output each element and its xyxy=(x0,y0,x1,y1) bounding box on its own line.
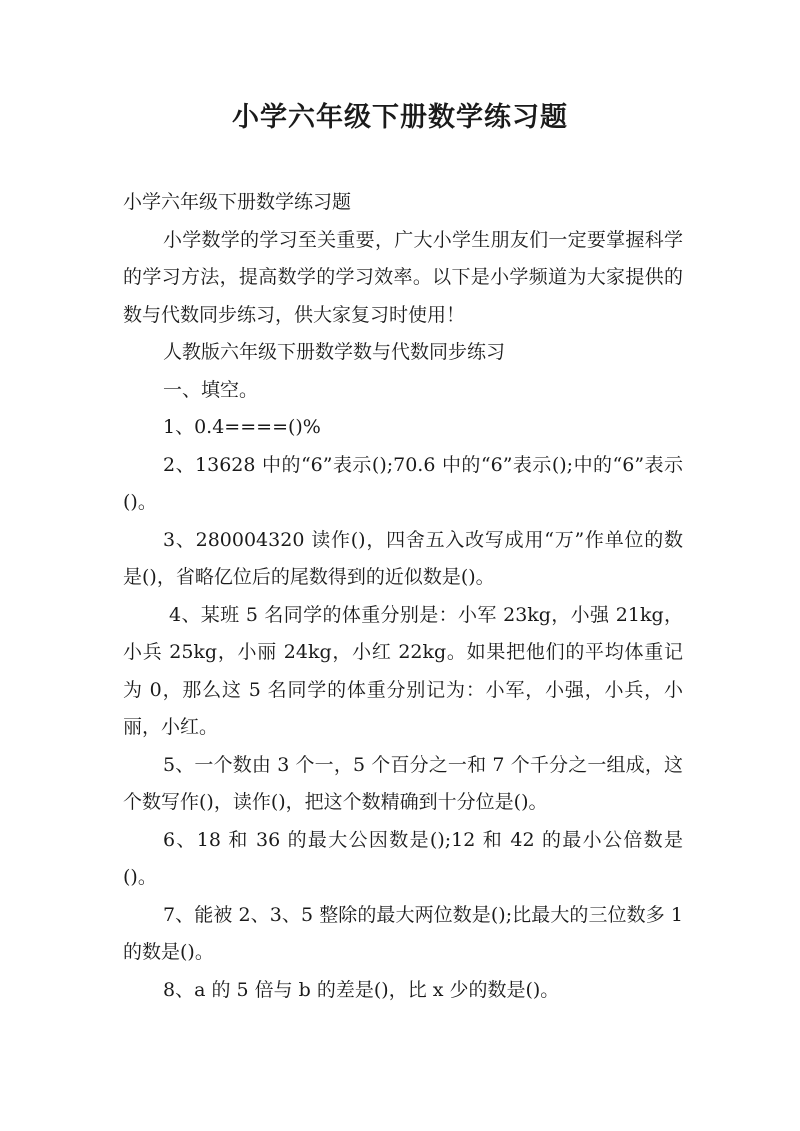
intro-paragraph: 小学数学的学习至关重要，广大小学生朋友们一定要掌握科学的学习方法，提高数学的学习效率。以下是小学频道为大家提供的数与代数同步练习，供大家复习时使用！ xyxy=(123,228,683,326)
question-item: 3、280004320 读作()，四舍五入改写成用“万”作单位的数是()，省略亿位后的尾数得到的近似数是()。 xyxy=(123,528,683,588)
question-item: 5、一个数由 3 个一，5 个百分之一和 7 个千分之一组成，这个数写作()，读作()，把这个数精确到十分位是()。 xyxy=(123,753,683,813)
document-subtitle: 小学六年级下册数学练习题 xyxy=(123,191,352,213)
document-title: 小学六年级下册数学练习题 xyxy=(232,102,568,133)
section-title: 人教版六年级下册数学数与代数同步练习 xyxy=(163,341,506,363)
question-item: 1、0.4====()% xyxy=(163,416,321,438)
question-item: 2、13628 中的“6”表示();70.6 中的“6”表示();中的“6”表示()。 xyxy=(123,453,683,513)
part-heading: 一、填空。 xyxy=(163,378,259,401)
question-item: 4、某班 5 名同学的体重分别是：小军 23kg，小强 21kg，小兵 25kg，小丽 24kg，小红 22kg。如果把他们的平均体重记为 0，那么这 5 名同学的体重分别记为：小军，小强，小兵，小丽，小红。 xyxy=(123,603,683,738)
question-item: 6、18 和 36 的最大公因数是();12 和 42 的最小公倍数是()。 xyxy=(123,828,683,888)
document-body xyxy=(123,184,683,1009)
question-item: 8、a 的 5 倍与 b 的差是()，比 x 少的数是()。 xyxy=(163,978,560,1001)
question-item: 7、能被 2、3、5 整除的最大两位数是();比最大的三位数多 1 的数是()。 xyxy=(123,903,683,963)
